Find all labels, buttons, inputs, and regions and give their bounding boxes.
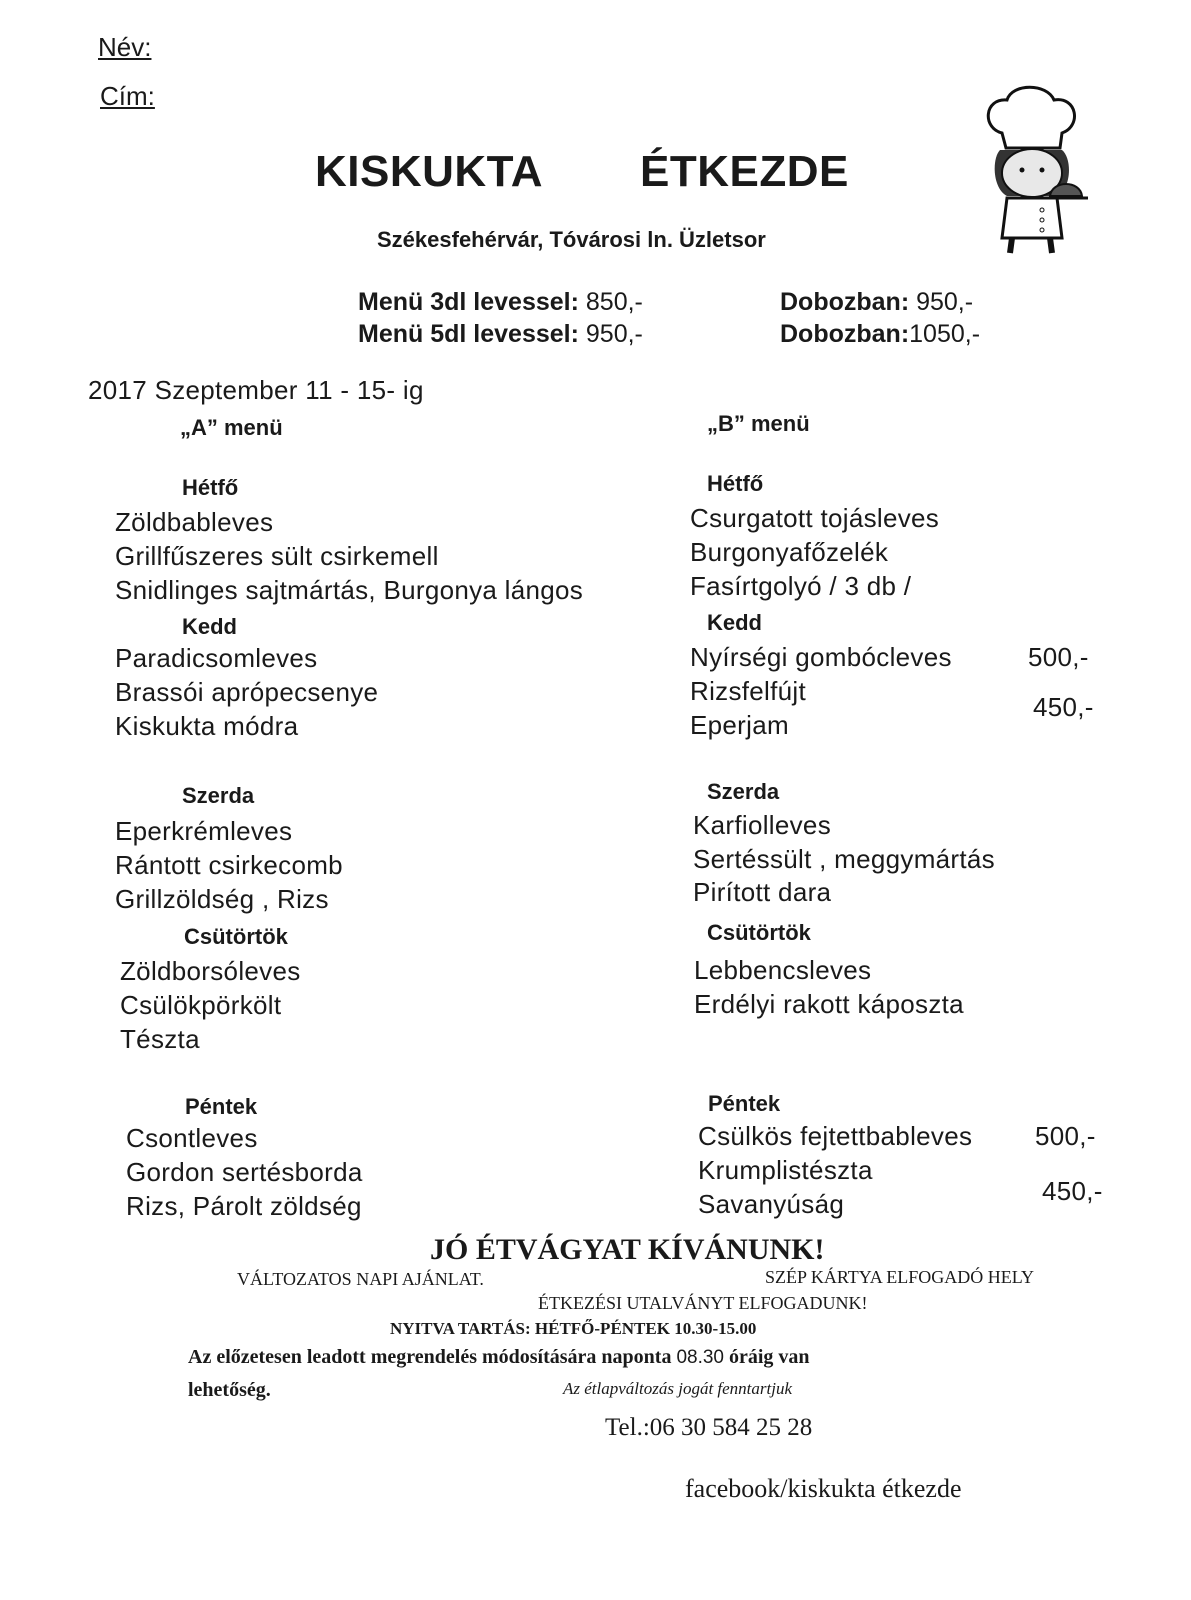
voucher-note: ÉTKEZÉSI UTALVÁNYT ELFOGADUNK!: [538, 1293, 868, 1313]
szep-card: SZÉP KÁRTYA ELFOGADÓ HELY: [765, 1267, 1034, 1287]
menu-b-dish: Burgonyafőzelék: [690, 537, 889, 567]
menu-b-dish: Csülkös fejtettbableves: [698, 1121, 973, 1151]
menu-b-soup-price: 500,-: [1035, 1121, 1096, 1151]
menu-a-dish: Grillzöldség , Rizs: [115, 884, 329, 914]
menu3-value: 850,-: [585, 288, 643, 316]
menu-a-dish: Kiskukta módra: [115, 711, 299, 741]
menu-b-day-heading: Szerda: [707, 779, 780, 804]
menu-a-dish: Snidlinges sajtmártás, Burgonya lángos: [115, 575, 584, 605]
order-note-1a: Az előzetesen leadott megrendelés módosítására naponta: [188, 1346, 672, 1368]
order-note-time: 08.30: [676, 1347, 724, 1368]
menu-b-dish: Savanyúság: [698, 1189, 845, 1219]
daily-offer: VÁLTOZATOS NAPI AJÁNLAT.: [237, 1269, 484, 1289]
phone: Tel.:06 30 584 25 28: [605, 1414, 813, 1441]
menu-b-title: „B” menü: [707, 411, 810, 436]
name-label: Név:: [98, 32, 152, 62]
menu-a-day-heading: Hétfő: [182, 475, 239, 500]
menu-a-day-heading: Szerda: [182, 783, 255, 808]
opening-hours: NYITVA TARTÁS: HÉTFŐ-PÉNTEK 10.30-15.00: [390, 1319, 757, 1338]
menu-a-dish: Csontleves: [126, 1123, 258, 1153]
menu-a-title: „A” menü: [180, 415, 283, 440]
menu-a-dish: Csülökpörkölt: [120, 990, 282, 1020]
disclaimer: Az étlapváltozás jogát fenntartjuk: [563, 1379, 793, 1398]
menu-b-dish: Sertéssült , meggymártás: [693, 844, 995, 874]
menu-b-dish: Erdélyi rakott káposzta: [694, 989, 964, 1019]
menu-b-main-price: 450,-: [1033, 692, 1094, 722]
menu-a-dish: Gordon sertésborda: [126, 1157, 363, 1187]
menu-b-day-heading: Péntek: [708, 1091, 781, 1116]
menu-b-dish: Csurgatott tojásleves: [690, 503, 940, 533]
order-note-1b: óráig van: [729, 1346, 810, 1368]
week-range: 2017 Szeptember 11 - 15- ig: [88, 375, 424, 405]
menu-b-day-heading: Csütörtök: [707, 920, 811, 945]
menu-a-dish: Zöldborsóleves: [120, 956, 301, 986]
menu-b-dish: Lebbencsleves: [694, 955, 872, 985]
menu3-label: Menü 3dl levessel:: [358, 288, 579, 316]
menu-a-dish: Zöldbableves: [115, 507, 274, 537]
menu5-label: Menü 5dl levessel:: [358, 320, 579, 348]
box5-label: Dobozban:: [780, 320, 910, 348]
menu-a-day-heading: Csütörtök: [184, 924, 288, 949]
restaurant-address: Székesfehérvár, Tóvárosi ln. Üzletsor: [377, 227, 766, 252]
menu-a-day-heading: Kedd: [182, 614, 237, 639]
menu-b-day-heading: Kedd: [707, 610, 762, 635]
menu-a-dish: Rántott csirkecomb: [115, 850, 343, 880]
order-note-2: lehetőség.: [188, 1379, 271, 1401]
menu-b-dish: Krumplistészta: [698, 1155, 873, 1185]
menu-b-dish: Fasírtgolyó / 3 db /: [690, 571, 912, 601]
menu-b-dish: Pirított dara: [693, 877, 832, 907]
box3-value: 950,-: [916, 288, 974, 316]
menu-a-day-heading: Péntek: [185, 1094, 258, 1119]
menu-a-dish: Tészta: [120, 1024, 200, 1054]
menu-b-day-heading: Hétfő: [707, 471, 764, 496]
menu-a-dish: Grillfűszeres sült csirkemell: [115, 541, 439, 571]
menu-a-dish: Rizs, Párolt zöldség: [126, 1191, 362, 1221]
menu-b-main-price: 450,-: [1042, 1176, 1103, 1206]
menu-b-soup-price: 500,-: [1028, 642, 1089, 672]
box3-label: Dobozban:: [780, 288, 910, 316]
box5-value: 1050,-: [909, 320, 981, 348]
chef-illustration: [962, 78, 1102, 258]
title-word-2: ÉTKEZDE: [640, 147, 849, 196]
address-label: Cím:: [100, 81, 155, 111]
facebook-link: facebook/kiskukta étkezde: [685, 1474, 962, 1503]
menu5-value: 950,-: [585, 320, 643, 348]
menu-a-dish: Paradicsomleves: [115, 643, 318, 673]
title-word-1: KISKUKTA: [315, 147, 544, 196]
menu-a-dish: Eperkrémleves: [115, 816, 293, 846]
menu-b-dish: Karfiolleves: [693, 810, 831, 840]
menu-b-dish: Eperjam: [690, 710, 789, 740]
menu-a-dish: Brassói aprópecsenye: [115, 677, 379, 707]
menu-b-dish: Rizsfelfújt: [690, 676, 806, 706]
menu-b-dish: Nyírségi gombócleves: [690, 642, 952, 672]
greeting: JÓ ÉTVÁGYAT KÍVÁNUNK!: [430, 1233, 825, 1266]
